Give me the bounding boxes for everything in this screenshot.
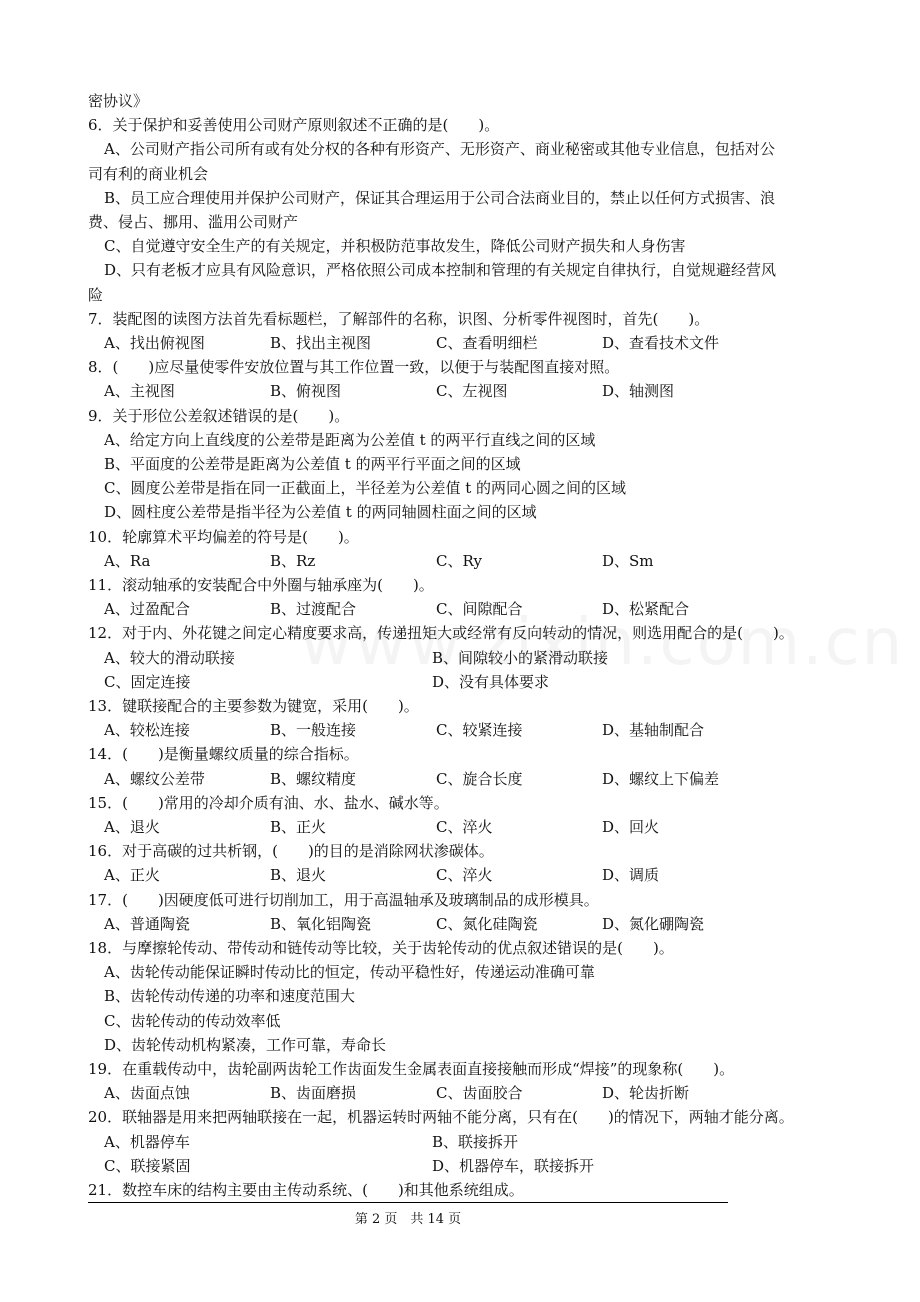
option-line: D、齿轮传动机构紧凑，工作可靠，寿命长 [104, 1036, 387, 1054]
question-line: 17．( )因硬度低可进行切削加工，用于高温轴承及玻璃制品的成形模具。 [88, 891, 599, 909]
question-line: 8．( )应尽量使零件安放位置与其工作位置一致，以便于与装配图直接对照。 [88, 358, 620, 376]
option-row [104, 817, 860, 837]
option-text: A、齿面点蚀 [104, 1084, 190, 1102]
option-text: A、机器停车 [104, 1133, 190, 1151]
text-continuation: 险 [88, 286, 104, 304]
option-line: B、平面度的公差带是距离为公差值 t 的两平行平面之间的区域 [104, 455, 521, 473]
option-row [104, 1132, 860, 1152]
option-text: D、轴测图 [602, 382, 675, 400]
option-text: A、较松连接 [104, 721, 190, 739]
option-text: D、松紧配合 [602, 600, 690, 618]
option-text: D、螺纹上下偏差 [602, 770, 720, 788]
option-text: B、间隙较小的紧滑动联接 [432, 649, 609, 667]
question-line: 20．联轴器是用来把两轴联接在一起，机器运转时两轴不能分离，只有在( )的情况下，两轴才能分离。 [88, 1108, 794, 1126]
option-text: A、找出俯视图 [104, 334, 205, 352]
option-text: C、联接紧固 [104, 1157, 191, 1175]
option-text: B、正火 [270, 818, 327, 836]
option-text: D、氮化硼陶瓷 [602, 915, 705, 933]
page-footer: 第 2 页 共 14 页 [354, 1212, 462, 1227]
option-text: D、回火 [602, 818, 660, 836]
option-text: C、氮化硅陶瓷 [436, 915, 538, 933]
option-line: D、圆柱度公差带是指半径为公差值 t 的两同轴圆柱面之间的区域 [104, 503, 537, 521]
option-text: C、查看明细栏 [436, 334, 538, 352]
option-text: B、螺纹精度 [270, 770, 357, 788]
option-row [104, 720, 860, 740]
option-text: B、找出主视图 [270, 334, 372, 352]
option-text: A、Ra [104, 552, 151, 570]
option-text: D、Sm [602, 552, 654, 570]
option-row [104, 1156, 860, 1176]
option-text: C、旋合长度 [436, 770, 523, 788]
option-text: B、退火 [270, 866, 327, 884]
option-text: C、左视图 [436, 382, 508, 400]
watermark [300, 606, 904, 680]
option-line: C、齿轮传动的传动效率低 [104, 1012, 281, 1030]
option-text: A、正火 [104, 866, 160, 884]
option-text: D、基轴制配合 [602, 721, 705, 739]
option-text: A、主视图 [104, 382, 175, 400]
question-line: 15．( )常用的冷却介质有油、水、盐水、碱水等。 [88, 794, 449, 812]
option-line: A、给定方向上直线度的公差带是距离为公差值 t 的两平行直线之间的区域 [104, 431, 596, 449]
option-row [104, 551, 860, 571]
option-text: D、没有具体要求 [432, 673, 550, 691]
option-line: C、自觉遵守安全生产的有关规定，并积极防范事故发生，降低公司财产损失和人身伤害 [104, 237, 686, 255]
option-line: B、齿轮传动传递的功率和速度范围大 [104, 987, 356, 1005]
text-continuation: 费、侵占、挪用、滥用公司财产 [88, 213, 299, 231]
question-line: 10．轮廓算术平均偏差的符号是( )。 [88, 528, 359, 546]
option-text: C、较紧连接 [436, 721, 523, 739]
option-text: C、淬火 [436, 866, 493, 884]
option-text: A、较大的滑动联接 [104, 649, 235, 667]
option-text: B、联接拆开 [432, 1133, 519, 1151]
option-text: C、齿面胶合 [436, 1084, 523, 1102]
option-line: C、圆度公差带是指在同一正截面上，半径差为公差值 t 的两同心圆之间的区域 [104, 479, 627, 497]
option-row [104, 914, 860, 934]
option-row [104, 1083, 860, 1103]
option-line: B、员工应合理使用并保护公司财产，保证其合理运用于公司合法商业目的，禁止以任何方式损害、浪 [104, 189, 776, 207]
option-row [104, 769, 860, 789]
option-text: D、机器停车，联接拆开 [432, 1157, 595, 1175]
option-text: A、螺纹公差带 [104, 770, 205, 788]
option-text: C、淬火 [436, 818, 493, 836]
text-continuation: 司有利的商业机会 [88, 165, 209, 183]
question-line: 19．在重载传动中，齿轮副两齿轮工作齿面发生金属表面直接接触而形成“焊接”的现象称( )。 [88, 1060, 735, 1078]
question-line: 18．与摩擦轮传动、带传动和链传动等比较，关于齿轮传动的优点叙述错误的是( )。 [88, 939, 674, 957]
option-text: B、过渡配合 [270, 600, 357, 618]
option-text: D、查看技术文件 [602, 334, 720, 352]
option-row [104, 381, 860, 401]
option-text: C、Ry [436, 552, 482, 570]
question-line: 16．对于高碳的过共析钢，( )的目的是消除网状渗碳体。 [88, 842, 494, 860]
option-text: A、普通陶瓷 [104, 915, 190, 933]
text-continuation: 密协议》 [88, 92, 149, 110]
option-line: D、只有老板才应具有风险意识，严格依照公司成本控制和管理的有关规定自律执行，自觉规避经营风 [104, 261, 777, 279]
option-text: C、间隙配合 [436, 600, 523, 618]
option-text: B、Rz [270, 552, 316, 570]
option-text: B、齿面磨损 [270, 1084, 357, 1102]
option-text: B、一般连接 [270, 721, 357, 739]
option-text: B、氧化铝陶瓷 [270, 915, 372, 933]
question-line: 14．( )是衡量螺纹质量的综合指标。 [88, 745, 359, 763]
question-line: 6．关于保护和妥善使用公司财产原则叙述不正确的是( )。 [88, 116, 500, 134]
option-text: A、过盈配合 [104, 600, 190, 618]
question-line: 7．装配图的读图方法首先看标题栏，了解部件的名称，识图、分析零件视图时，首先( )。 [88, 310, 710, 328]
question-line: 21．数控车床的结构主要由主传动系统、( )和其他系统组成。 [88, 1181, 524, 1199]
option-line: A、公司财产指公司所有或有处分权的各种有形资产、无形资产、商业秘密或其他专业信息，包括对公 [104, 140, 775, 158]
option-text: D、调质 [602, 866, 660, 884]
option-text: A、退火 [104, 818, 160, 836]
option-row [104, 333, 860, 353]
footer-rule [88, 1202, 728, 1203]
question-line: 13．键联接配合的主要参数为键宽，采用( )。 [88, 697, 419, 715]
option-text: D、轮齿折断 [602, 1084, 690, 1102]
question-line: 12．对于内、外花键之间定心精度要求高，传递扭矩大或经常有反向转动的情况，则选用配合的是( )。 [88, 624, 794, 642]
option-text: B、俯视图 [270, 382, 342, 400]
question-line: 9．关于形位公差叙述错误的是( )。 [88, 407, 350, 425]
option-text: C、固定连接 [104, 673, 191, 691]
option-row [104, 865, 860, 885]
question-line: 11．滚动轴承的安装配合中外圈与轴承座为( )。 [88, 576, 434, 594]
option-line: A、齿轮传动能保证瞬时传动比的恒定，传动平稳性好，传递运动准确可靠 [104, 963, 595, 981]
